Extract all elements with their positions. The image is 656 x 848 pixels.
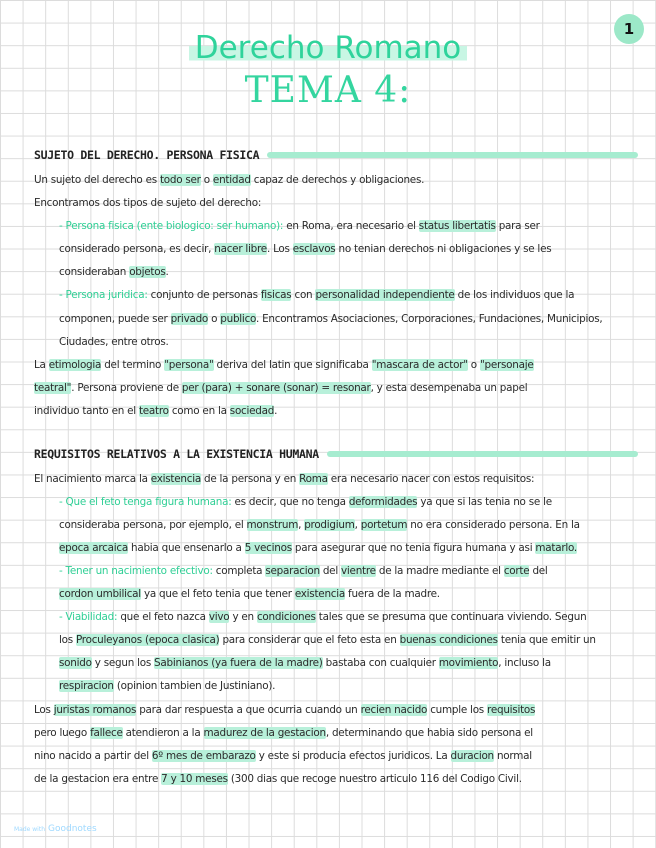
- text-segment: .: [165, 266, 169, 278]
- text-segment: es decir, que no tenga: [231, 496, 349, 508]
- highlighted-text: todo ser: [159, 174, 201, 186]
- text-segment: deriva del latin que significaba: [213, 359, 372, 371]
- text-segment: pero luego: [34, 727, 91, 739]
- text-segment: con: [291, 289, 316, 301]
- highlighted-text: cordon umbilical: [59, 588, 141, 600]
- highlighted-text: epoca arcaica: [59, 542, 128, 554]
- subheading-text: - Persona fisica (ente biologico: ser humano):: [59, 220, 284, 232]
- text-segment: no tenian derechos ni obligaciones y se les: [335, 243, 552, 255]
- highlighted-text: Sabinianos (ya fuera de la madre): [154, 657, 323, 669]
- highlighted-text: per (para) + sonare (sonar) = resonar: [181, 382, 371, 394]
- text-segment: , y esta desempenaba un papel: [370, 382, 528, 394]
- highlighted-text: Proculeyanos (epoca clasica): [75, 634, 220, 646]
- made-with-text: Made with: [14, 826, 45, 833]
- text-line: [34, 726, 634, 740]
- text-line: [34, 772, 634, 786]
- text-segment: que el feto nazca: [117, 611, 209, 623]
- text-segment: habia que ensenarlo a: [127, 542, 245, 554]
- text-line: [59, 564, 634, 578]
- highlighted-text: buenas condiciones: [399, 634, 498, 646]
- text-segment: capaz de derechos y obligaciones.: [250, 174, 425, 186]
- text-line: [59, 518, 634, 532]
- text-segment: considerado persona, es decir,: [59, 243, 215, 255]
- highlighted-text: "mascara de actor": [371, 359, 468, 371]
- heading-underline: [327, 451, 638, 457]
- text-segment: completa: [212, 565, 266, 577]
- text-segment: componen, puede ser: [59, 313, 171, 325]
- brand-text: Goodnotes: [48, 824, 97, 834]
- text-segment: atendieron a la: [122, 727, 204, 739]
- text-line: [34, 173, 634, 187]
- text-segment: no era considerado persona. En la: [407, 519, 580, 531]
- document-title: Derecho Romano: [0, 30, 656, 66]
- goodnotes-logo: [14, 824, 97, 834]
- highlighted-text: sociedad: [229, 405, 275, 417]
- highlighted-text: status libertatis: [418, 220, 496, 232]
- text-segment: consideraban: [59, 266, 130, 278]
- highlighted-text: fisicas: [260, 289, 292, 301]
- highlighted-text: Roma: [299, 473, 328, 485]
- text-segment: Los: [34, 704, 54, 716]
- text-segment: individuo tanto en el: [34, 405, 139, 417]
- text-segment: conjunto de personas: [147, 289, 261, 301]
- text-line: [59, 587, 634, 601]
- text-segment: ,: [354, 519, 361, 531]
- section-heading-requisitos: [34, 444, 638, 464]
- text-segment: .: [274, 405, 278, 417]
- highlighted-text: requisitos: [487, 704, 536, 716]
- highlighted-text: existencia: [294, 588, 345, 600]
- text-segment: era necesario nacer con estos requisitos:: [327, 473, 535, 485]
- highlighted-text: publico: [220, 313, 256, 325]
- highlighted-text: nacer libre: [214, 243, 267, 255]
- highlighted-text: etimologia: [48, 359, 102, 371]
- text-segment: nino nacido a partir del: [34, 750, 152, 762]
- highlighted-text: deformidades: [348, 496, 418, 508]
- text-line: [34, 472, 634, 486]
- highlighted-text: teatro: [138, 405, 169, 417]
- section-heading-sujeto: [34, 145, 638, 165]
- text-segment: La: [34, 359, 49, 371]
- text-segment: de los individuos que la: [454, 289, 575, 301]
- text-segment: tales que se presuma que continuara viviendo. Segun: [315, 611, 587, 623]
- highlighted-text: entidad: [212, 174, 251, 186]
- text-segment: . Los: [266, 243, 293, 255]
- heading-underline: [267, 152, 638, 158]
- text-segment: y segun los: [91, 657, 155, 669]
- highlighted-text: respiracion: [59, 680, 114, 692]
- text-line: [34, 404, 634, 418]
- highlighted-text: vivo: [208, 611, 230, 623]
- highlighted-text: separacion: [265, 565, 320, 577]
- highlighted-text: condiciones: [256, 611, 316, 623]
- text-line: [59, 242, 634, 256]
- highlighted-text: "persona": [164, 359, 214, 371]
- text-segment: para considerar que el feto esta en: [219, 634, 400, 646]
- text-line: [59, 288, 634, 302]
- text-segment: para dar respuesta a que ocurria cuando un: [136, 704, 361, 716]
- text-segment: de la gestacion era entre: [34, 773, 162, 785]
- text-segment: Un sujeto del derecho es: [34, 174, 160, 186]
- text-segment: ya que si las tenia no se le: [417, 496, 552, 508]
- subheading-text: - Persona juridica:: [59, 289, 148, 301]
- text-segment: ,: [298, 519, 305, 531]
- text-segment: . Persona proviene de: [71, 382, 182, 394]
- text-line: [34, 358, 634, 372]
- text-segment: (300 dias que recoge nuestro articulo 116 del Codigo Civil.: [227, 773, 522, 785]
- text-segment: y en: [229, 611, 257, 623]
- text-segment: o: [467, 359, 480, 371]
- text-line: [59, 610, 634, 624]
- highlighted-text: existencia: [150, 473, 201, 485]
- highlighted-text: 7 y 10 meses: [161, 773, 228, 785]
- highlighted-text: duracion: [450, 750, 494, 762]
- text-line: [59, 312, 634, 326]
- text-segment: bastaba con cualquier: [322, 657, 439, 669]
- text-segment: para asegurar que no tenia figura humana y asi: [291, 542, 536, 554]
- text-line: [34, 381, 634, 395]
- highlighted-text: privado: [170, 313, 209, 325]
- text-line: [59, 679, 634, 693]
- highlighted-text: personalidad independiente: [315, 289, 455, 301]
- highlighted-text: sonido: [59, 657, 92, 669]
- text-segment: del: [529, 565, 548, 577]
- highlighted-text: "personaje: [479, 359, 534, 371]
- highlighted-text: madurez de la gestacion: [203, 727, 326, 739]
- text-segment: cumple los: [427, 704, 488, 716]
- text-segment: . Encontramos Asociaciones, Corporaciones, Fundaciones, Municipios,: [255, 313, 603, 325]
- text-segment: , incluso la: [498, 657, 551, 669]
- text-segment: del termino: [101, 359, 165, 371]
- text-segment: de la persona y en: [200, 473, 300, 485]
- highlighted-text: recien nacido: [360, 704, 428, 716]
- text-segment: tenia que emitir un: [497, 634, 596, 646]
- highlighted-text: teatral": [34, 382, 72, 394]
- text-line: [34, 749, 634, 763]
- text-segment: normal: [493, 750, 532, 762]
- subheading-text: - Viabilidad:: [59, 611, 118, 623]
- text-segment: (opinion tambien de Justiniano).: [113, 680, 276, 692]
- text-line: [59, 541, 634, 555]
- text-segment: , determinando que habia sido persona el: [325, 727, 533, 739]
- text-segment: como en la: [168, 405, 230, 417]
- text-line: [59, 265, 634, 279]
- text-segment: consideraba persona, por ejemplo, el: [59, 519, 247, 531]
- highlighted-text: vientre: [341, 565, 376, 577]
- text-segment: y este si producia efectos juridicos. La: [255, 750, 451, 762]
- subheading-text: - Que el feto tenga figura humana:: [59, 496, 232, 508]
- text-segment: Encontramos dos tipos de sujeto del derecho:: [34, 197, 262, 209]
- highlighted-text: movimiento: [438, 657, 499, 669]
- subheading-text: - Tener un nacimiento efectivo:: [59, 565, 213, 577]
- text-segment: de la madre mediante el: [375, 565, 504, 577]
- text-line: [59, 495, 634, 509]
- page-number-badge: 1: [614, 14, 644, 44]
- highlighted-text: fallece: [90, 727, 123, 739]
- text-segment: en Roma, era necesario el: [283, 220, 419, 232]
- text-line: [59, 335, 634, 349]
- highlighted-text: prodigium: [304, 519, 355, 531]
- text-segment: El nacimiento marca la: [34, 473, 151, 485]
- text-segment: o: [200, 174, 213, 186]
- text-segment: del: [319, 565, 342, 577]
- text-segment: los: [59, 634, 76, 646]
- text-segment: Ciudades, entre otros.: [59, 336, 169, 348]
- text-segment: fuera de la madre.: [345, 588, 440, 600]
- text-line: [34, 703, 634, 717]
- section-heading-label: SUJETO DEL DERECHO. PERSONA FISICA: [34, 148, 260, 162]
- text-line: [59, 656, 634, 670]
- text-line: [34, 196, 634, 210]
- text-line: [59, 633, 634, 647]
- highlighted-text: monstrum: [246, 519, 299, 531]
- highlighted-text: matarlo.: [535, 542, 577, 554]
- highlighted-text: juristas romanos: [53, 704, 137, 716]
- document-subtitle: TEMA 4:: [244, 70, 412, 111]
- highlighted-text: 5 vecinos: [244, 542, 292, 554]
- text-segment: para ser: [495, 220, 540, 232]
- highlighted-text: objetos: [129, 266, 166, 278]
- text-segment: ya que el feto tenia que tener: [140, 588, 295, 600]
- highlighted-text: 6º mes de embarazo: [151, 750, 256, 762]
- text-segment: o: [208, 313, 221, 325]
- section-heading-label: REQUISITOS RELATIVOS A LA EXISTENCIA HUMANA: [34, 447, 319, 461]
- highlighted-text: corte: [503, 565, 530, 577]
- highlighted-text: portetum: [360, 519, 408, 531]
- highlighted-text: esclavos: [292, 243, 336, 255]
- text-line: [59, 219, 634, 233]
